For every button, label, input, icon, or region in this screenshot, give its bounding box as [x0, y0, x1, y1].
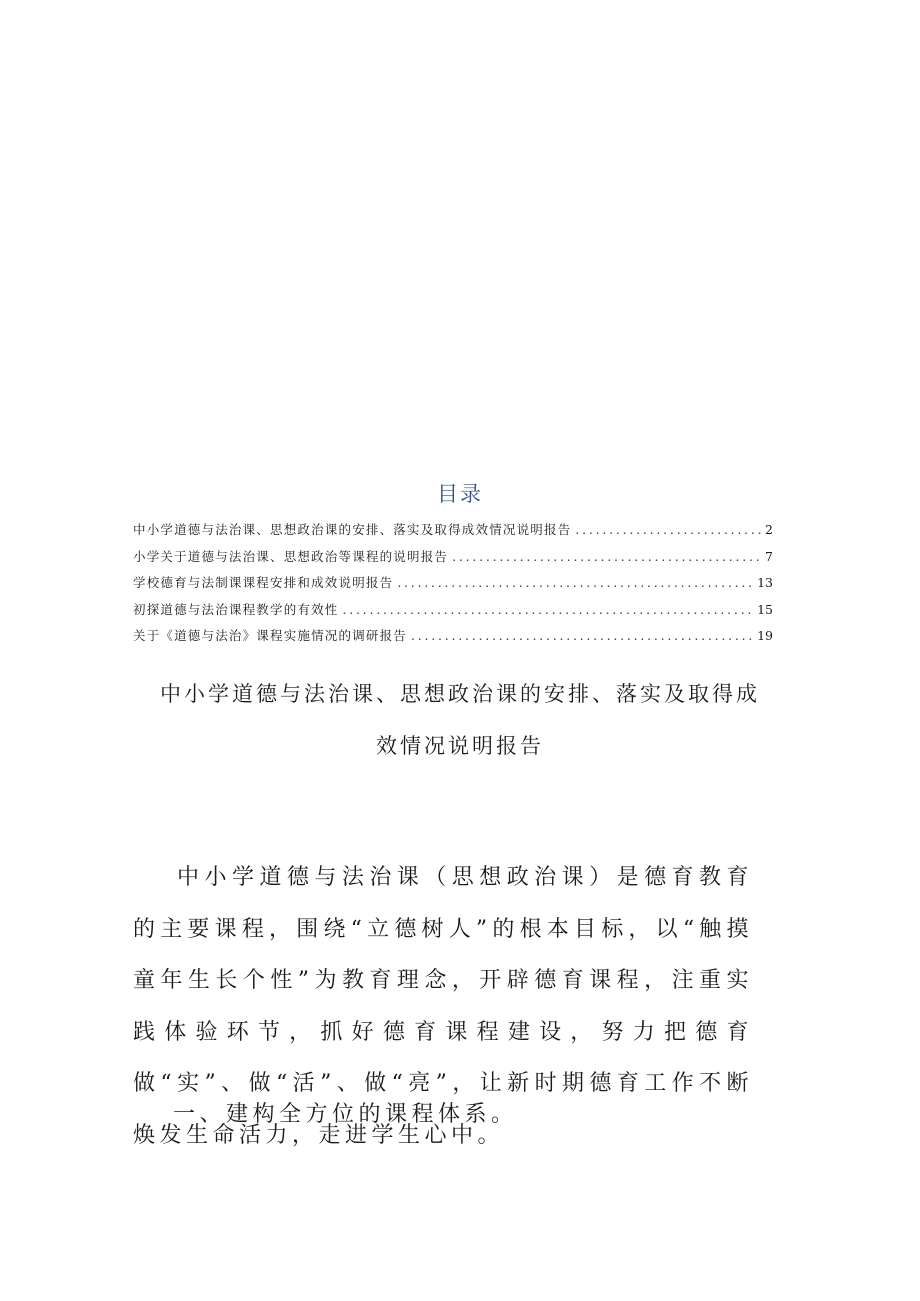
toc-entry-page: 19 [757, 628, 773, 643]
toc-entry-title: 关于《道德与法治》课程实施情况的调研报告 [133, 628, 408, 643]
toc-entry-title: 小学关于道德与法治课、思想政治等课程的说明报告 [133, 548, 449, 564]
toc-leader-dots [575, 522, 763, 537]
section-heading: 一、建构全方位的课程体系。 [173, 1102, 518, 1127]
toc-entry[interactable] [133, 573, 773, 600]
toc-entry[interactable] [133, 547, 773, 574]
toc-entry-title: 学校德育与法制课课程安排和成效说明报告 [133, 575, 394, 590]
toc-entry[interactable] [133, 520, 773, 547]
toc-leader-dots [411, 628, 755, 643]
toc-entry-page: 2 [765, 522, 773, 537]
toc-leader-dots [452, 549, 763, 564]
table-of-contents [133, 520, 773, 653]
toc-entry[interactable] [133, 626, 773, 653]
toc-leader-dots [343, 602, 756, 617]
toc-entry-title: 中小学道德与法治课、思想政治课的安排、落实及取得成效情况说明报告 [133, 522, 572, 537]
document-title [0, 668, 920, 772]
toc-entry-title: 初探道德与法治课程教学的有效性 [133, 601, 339, 617]
toc-heading: 目录 [437, 482, 483, 506]
toc-leader-dots [397, 575, 755, 590]
toc-entry[interactable] [133, 600, 773, 627]
toc-entry-page: 15 [757, 601, 773, 617]
document-title-line-1: 中小学道德与法治课、思想政治课的安排、落实及取得成 [160, 682, 760, 706]
toc-entry-page: 7 [765, 548, 773, 564]
toc-entry-page: 13 [757, 575, 773, 590]
document-title-line-2: 效情况说明报告 [376, 734, 544, 758]
intro-paragraph: 中小学道德与法治课（思想政治课）是德育教育的主要课程，围绕“立德树人”的根本目标，以“触摸童年生长个性”为教育理念，开辟德育课程，注重实践体验环节，抓好德育课程建设，努力把德育做“实”、做“活”、做“亮”，让新时期德育工作不断焕发生命活力，走进学生心中。 [133, 865, 753, 1148]
